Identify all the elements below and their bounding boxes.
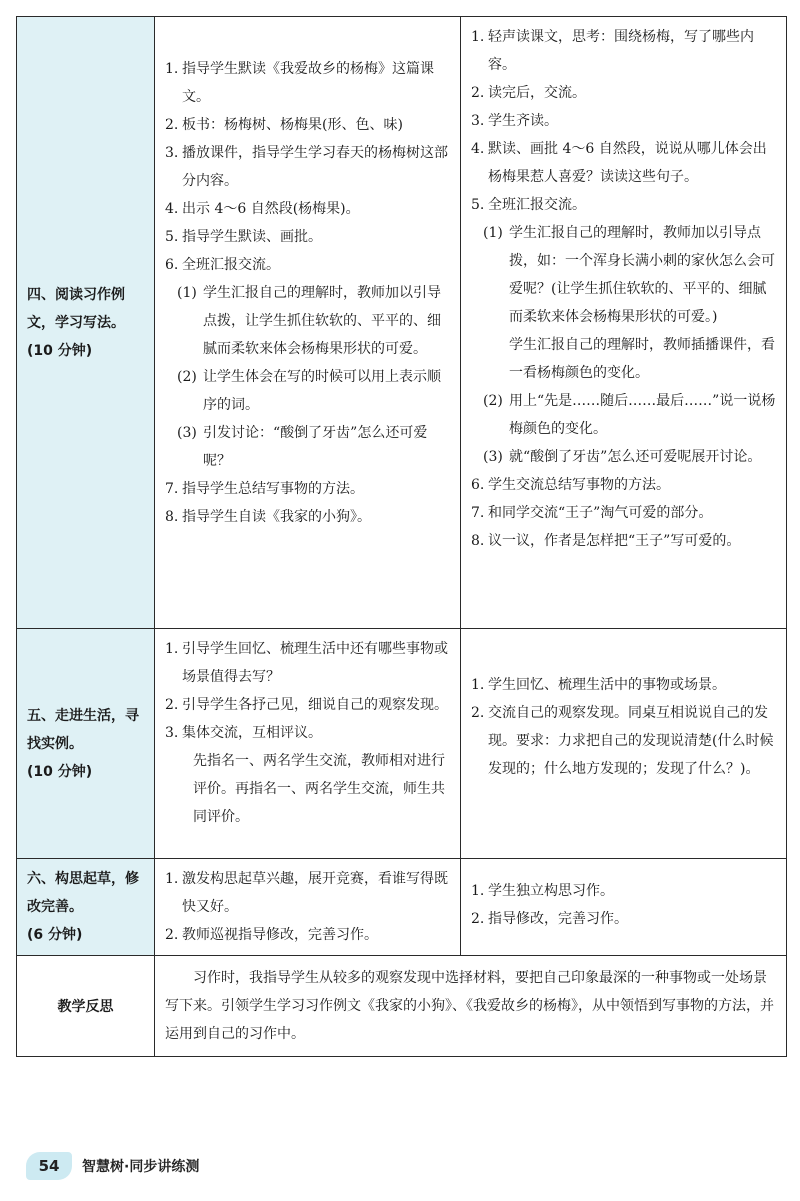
item-number: 1.	[471, 677, 485, 693]
item-text: 播放课件，指导学生学习春天的杨梅树这部分内容。	[182, 145, 448, 189]
sub-item-text: 学生汇报自己的理解时，教师加以引导点拨，让学生抓住软软的、平平的、细腻而柔软来体会杨梅果形状的可爱。	[203, 285, 441, 357]
section-label-cell	[17, 629, 155, 859]
teacher-activities-cell	[155, 629, 461, 859]
reflection-cell	[155, 956, 787, 1057]
reflection-text: 习作时，我指导学生从较多的观察发现中选择材料，要把自己印象最深的一种事物或一处场景写下来。引领学生学习习作例文《我家的小狗》、《我爱故乡的杨梅》，从中领悟到写事物的方法，并运用到自己的习作中。	[165, 970, 774, 1042]
list-item	[165, 139, 452, 195]
student-activities-cell	[461, 629, 787, 859]
list-item	[471, 527, 778, 555]
item-number: 1.	[471, 883, 485, 899]
item-number: 4.	[471, 141, 485, 157]
item-text: 学生齐读。	[488, 113, 558, 129]
teacher-activities	[155, 859, 460, 955]
sub-item-number: (3)	[177, 425, 197, 441]
list-item	[165, 635, 452, 691]
list-item	[165, 865, 452, 921]
item-text: 引导学生各抒己见，细说自己的观察发现。	[182, 697, 448, 713]
list-item	[471, 79, 778, 107]
sub-item-text: 引发讨论：“酸倒了牙齿”怎么还可爱呢？	[203, 425, 428, 469]
item-text: 学生回忆、梳理生活中的事物或场景。	[488, 677, 726, 693]
item-text: 读完后，交流。	[488, 85, 586, 101]
section-time: (10 分钟)	[27, 342, 93, 359]
teacher-activities-cell	[155, 859, 461, 956]
item-number: 2.	[165, 927, 179, 943]
continuation-text: 学生汇报自己的理解时，教师插播课件，看一看杨梅颜色的变化。	[509, 337, 775, 381]
lesson-plan-table	[16, 16, 787, 1057]
section-label-cell	[17, 17, 155, 629]
item-number: 4.	[165, 201, 179, 217]
item-text: 激发构思起草兴趣，展开竞赛，看谁写得既快又好。	[182, 871, 448, 915]
sub-item	[165, 419, 452, 475]
item-text: 引导学生回忆、梳理生活中还有哪些事物或场景值得去写？	[182, 641, 448, 685]
section-label-cell	[17, 859, 155, 956]
item-text: 全班汇报交流。	[488, 197, 586, 213]
sub-item-number: (2)	[177, 369, 197, 385]
sub-item	[471, 387, 778, 443]
page-footer	[26, 1152, 199, 1180]
teacher-activities	[155, 17, 460, 537]
list-item	[165, 921, 452, 949]
list-item	[471, 905, 778, 933]
list-item	[471, 107, 778, 135]
section-time: (10 分钟)	[27, 763, 93, 780]
item-number: 7.	[165, 481, 179, 497]
item-text: 板书：杨梅树、杨梅果(形、色、味)	[182, 117, 403, 133]
list-item	[471, 23, 778, 79]
item-text: 和同学交流“王子”淘气可爱的部分。	[488, 505, 713, 521]
item-text: 出示 4～6 自然段(杨梅果)。	[182, 201, 360, 217]
item-number: 8.	[165, 509, 179, 525]
item-number: 3.	[165, 145, 179, 161]
sub-item-text: 让学生体会在写的时候可以用上表示顺序的词。	[203, 369, 441, 413]
sub-item-text: 就“酸倒了牙齿”怎么还可爱呢展开讨论。	[509, 449, 762, 465]
list-item	[471, 499, 778, 527]
teacher-activities-cell	[155, 17, 461, 629]
table-row	[17, 629, 787, 859]
list-item	[165, 691, 452, 719]
item-number: 2.	[471, 911, 485, 927]
list-item	[165, 475, 452, 503]
teacher-activities	[155, 629, 460, 837]
item-number: 8.	[471, 533, 485, 549]
item-text: 学生交流总结写事物的方法。	[488, 477, 670, 493]
item-number: 3.	[471, 113, 485, 129]
list-item	[471, 191, 778, 219]
item-text: 全班汇报交流。	[182, 257, 280, 273]
reflection-label-cell	[17, 956, 155, 1057]
item-number: 3.	[165, 725, 179, 741]
item-number: 2.	[471, 705, 485, 721]
student-activities-cell	[461, 859, 787, 956]
indented-text: 先指名一、两名学生交流，教师相对进行评价。再指名一、两名学生交流，师生共同评价。	[193, 753, 445, 825]
item-text: 指导学生默读、画批。	[182, 229, 322, 245]
item-text: 教师巡视指导修改，完善习作。	[182, 927, 378, 943]
item-number: 1.	[165, 641, 179, 657]
section-time: (6 分钟)	[27, 927, 83, 943]
item-number: 6.	[165, 257, 179, 273]
section-title: 四、阅读习作例文，学习写法。	[27, 286, 125, 331]
item-text: 交流自己的观察发现。同桌互相说说自己的发现。要求：力求把自己的发现说清楚(什么时候发现的；什么地方发现的；发现了什么？)。	[488, 705, 774, 777]
item-number: 1.	[165, 871, 179, 887]
item-text: 指导学生默读《我爱故乡的杨梅》这篇课文。	[182, 61, 434, 105]
section-title: 六、构思起草，修改完善。	[27, 871, 139, 915]
student-activities	[461, 629, 786, 789]
sub-item-number: (3)	[483, 449, 503, 465]
sub-item	[471, 443, 778, 471]
list-item	[165, 55, 452, 111]
item-text: 集体交流，互相评议。	[182, 725, 322, 741]
list-item	[471, 699, 778, 783]
sub-item	[165, 363, 452, 419]
item-number: 1.	[471, 29, 485, 45]
item-number: 2.	[165, 697, 179, 713]
section-title: 五、走进生活，寻找实例。	[27, 707, 139, 752]
table-row	[17, 956, 787, 1057]
reflection-title: 教学反思	[57, 999, 114, 1015]
student-activities-cell	[461, 17, 787, 629]
item-number: 1.	[165, 61, 179, 77]
sub-item	[165, 279, 452, 363]
item-text: 指导学生自读《我家的小狗》。	[182, 509, 371, 525]
item-number: 6.	[471, 477, 485, 493]
item-text: 议一议，作者是怎样把“王子”写可爱的。	[488, 533, 741, 549]
student-activities	[461, 859, 786, 939]
list-item	[165, 223, 452, 251]
list-item	[471, 471, 778, 499]
item-number: 2.	[471, 85, 485, 101]
item-text: 指导学生总结写事物的方法。	[182, 481, 364, 497]
item-number: 2.	[165, 117, 179, 133]
table-row	[17, 859, 787, 956]
sub-item-text: 学生汇报自己的理解时，教师加以引导点拨，如：一个浑身长满小刺的家伙怎么会可爱呢？(让学生抓住软软的、平平的、细腻而柔软来体会杨梅果形状的可爱。)	[509, 225, 775, 325]
page-number: 54	[26, 1152, 72, 1180]
list-item	[471, 877, 778, 905]
item-text: 默读、画批 4～6 自然段，说说从哪儿体会出杨梅果惹人喜爱？读读这些句子。	[488, 141, 767, 185]
list-item	[471, 135, 778, 191]
item-text: 轻声读课文，思考：围绕杨梅，写了哪些内容。	[488, 29, 754, 73]
list-item	[165, 111, 452, 139]
student-activities	[461, 17, 786, 561]
item-number: 5.	[471, 197, 485, 213]
sub-item-number: (1)	[483, 225, 503, 241]
item-text: 学生独立构思习作。	[488, 883, 614, 899]
list-item	[165, 251, 452, 279]
list-item	[165, 719, 452, 747]
sub-item	[471, 219, 778, 331]
sub-item-text: 用上“先是……随后……最后……”说一说杨梅颜色的变化。	[509, 393, 776, 437]
list-item	[165, 503, 452, 531]
book-brand: 智慧树·同步讲练测	[82, 1159, 200, 1175]
item-number: 5.	[165, 229, 179, 245]
list-item	[165, 195, 452, 223]
sub-item-number: (1)	[177, 285, 197, 301]
item-number: 7.	[471, 505, 485, 521]
list-item	[471, 671, 778, 699]
sub-item-number: (2)	[483, 393, 503, 409]
item-text: 指导修改，完善习作。	[488, 911, 628, 927]
table-row	[17, 17, 787, 629]
